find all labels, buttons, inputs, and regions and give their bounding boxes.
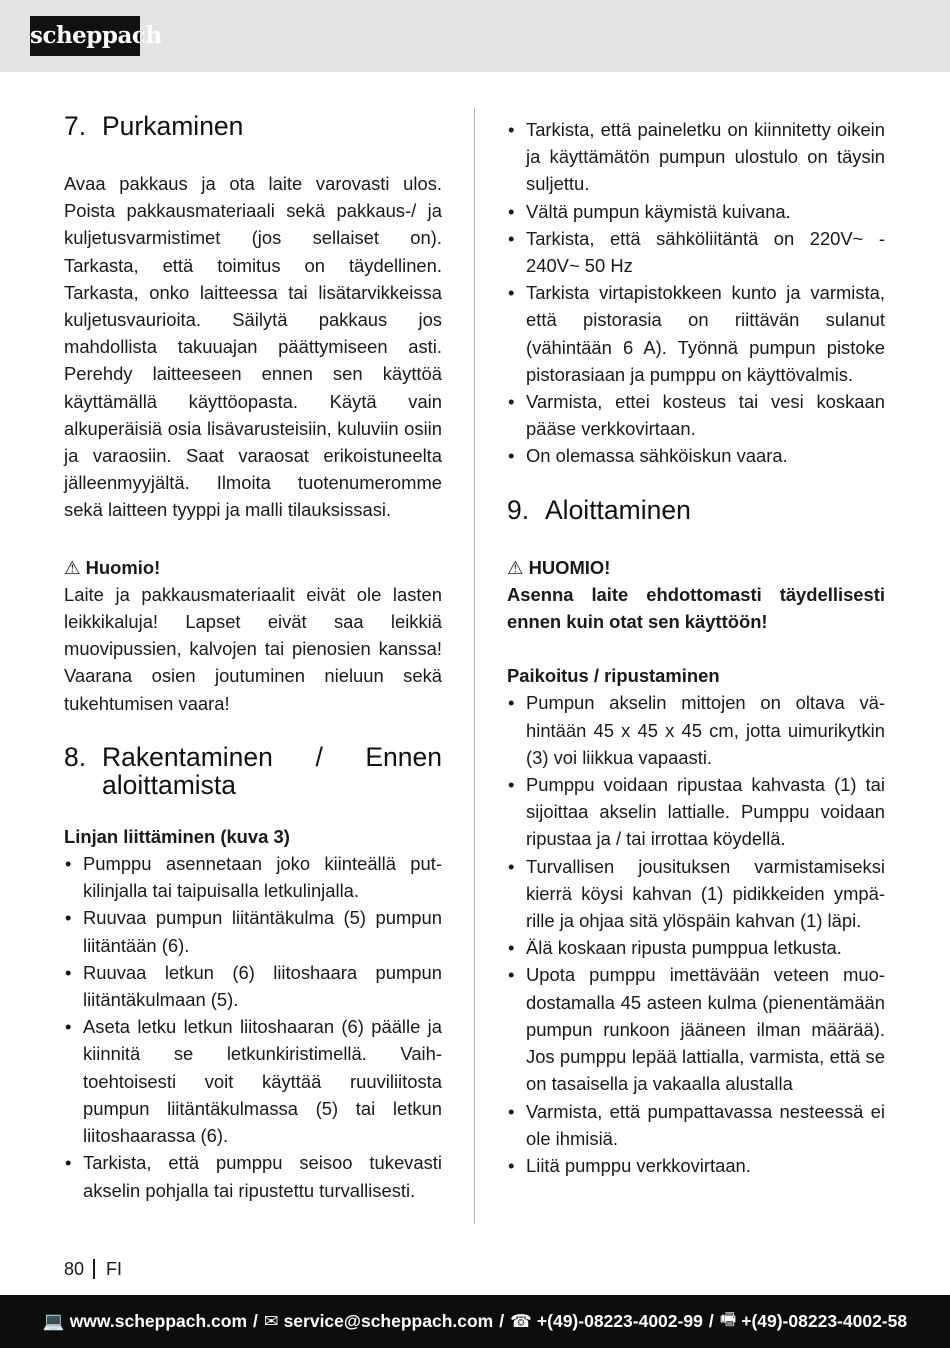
section-8-heading [64,743,442,799]
section-title: Aloittaminen [545,494,691,525]
list-item: • Tarkista, että pumppu seisoo tukevasti akselin pohjalla tai ripustettu turvallisesti. [64,1149,442,1203]
warning-body: Asenna laite ehdottomasti täydellisesti ennen kuin otat sen käyttöön! [507,583,885,633]
phone-icon: ☎ [510,1311,532,1331]
list-item: • Varmista, ettei kosteus tai vesi koskaan pääse verkkovirtaan. [507,388,885,442]
list-item: • Liitä pumppu verkkovirtaan. [507,1152,885,1179]
website-link[interactable]: www.scheppach.com [69,1311,248,1331]
warning-label: HUOMIO! [528,556,611,578]
mail-icon: ✉ [263,1311,279,1331]
section-title: Rakentaminen / Ennen aloittamista [102,741,442,800]
list-item: • Pumppu voidaan ripustaa kahvasta (1) tai sijoittaa akselin lattialle. Pumppu voidaan ripustaa ja / tai irrottaa köydellä. [507,771,885,853]
right-column [507,116,885,1179]
brand-logo: scheppach [30,16,140,56]
warning-title [507,554,885,581]
page-separator [93,1259,95,1279]
section-title: Purkaminen [102,111,244,141]
computer-icon: 💻 [42,1311,65,1331]
list-item: • Upota pumppu imettävään veteen muodostamalla 45 asteen kulma (pienentämään pumpun runkoon jääneen ilman määrää). Jos pumppu lepää lattialla, varmista, että se on tasaisella ja vakaalla alustalla [507,961,885,1097]
section-9-heading [507,496,885,524]
section-number: 8. [64,741,87,772]
list-item: • Tarkista virtapistokkeen kunto ja varmista, että pistorasia on riittävän sulanut (vähintään 6 A). Työnnä pumpun pistoke pistorasiaan ja pumppu on käyttövalmis. [507,279,885,388]
footer-separator: / [499,1311,505,1331]
list-item: • Ruuvaa letkun (6) liitoshaara pumpun liitäntäkulmaan (5). [64,959,442,1013]
fax-icon: 🖷 [719,1308,737,1329]
page-number [64,1256,122,1282]
warning-icon: ⚠ [64,556,81,578]
email-link[interactable]: service@scheppach.com [283,1311,494,1331]
warning-label: Huomio! [85,556,161,578]
section-9-list [507,689,885,1179]
subheading: Paikoitus / ripustaminen [507,665,720,687]
warning-title [64,554,442,581]
section-8-list [64,850,442,1204]
section-number: 7. [64,111,87,141]
footer-separator: / [253,1311,258,1331]
warning-body: Laite ja pakkausmateriaalit eivät ole lasten leikkikaluja! Lapset eivät saa leikkiä muovipussien, kalvojen tai pienosien kanssa! Vaarana osien joutuminen nieluun sekä tukehtumisen vaara! [64,583,442,714]
list-item: • Vältä pumpun käymistä kuivana. [507,198,885,225]
list-item: • Ruuvaa pumpun liitäntäkulma (5) pumpun liitäntään (6). [64,904,442,958]
page-language: FI [106,1259,123,1279]
header-bar [0,0,950,72]
list-item: • Pumppu asennetaan joko kiinteällä putkilinjalla tai taipuisalla letkulinjalla. [64,850,442,904]
list-item: • Varmista, että pumpattavassa nesteessä ei ole ihmisiä. [507,1098,885,1152]
left-column [64,112,442,1204]
fax-number: +(49)-08223-4002-58 [741,1311,908,1331]
checklist [507,116,885,470]
warning-icon: ⚠ [507,556,524,578]
section-7-body: Avaa pakkaus ja ota laite varovasti ulos. Poista pakkausmateriaali sekä pakkaus-/ ja kuljetusvarmistimet (jos sellaiset on). Tarkasta, että toimitus on täydellinen. Tarkasta, onko laitteessa tai lisätarvikkeissa kuljetusvaurioita. Säilytä pakkaus jos mahdollista takuuajan päättymiseen asti. Perehdy laitteeseen ennen sen käyttöä käyttämällä käyttöopasta. Käytä vain alkuperäisiä osia lisävarusteisiin, kuluviin osiin ja varaosiin. Saat varaosat erikoistuneelta jälleenmyyjältä. Ilmoita tuotenumeromme sekä laitteen tyyppi ja malli tilauksissasi. [64,173,442,521]
subheading: Linjan liittäminen (kuva 3) [64,825,290,847]
column-divider [474,108,475,1224]
list-item: • Älä koskaan ripusta pumppua letkusta. [507,934,885,961]
list-item: • Aseta letku letkun liitoshaaran (6) päälle ja kiinnitä se letkunkiristimellä. Vaihtoehtoisesti voit käyttää ruuviliitosta pumpun liitäntäkulmassa (5) tai letkun liitoshaarassa (6). [64,1013,442,1149]
list-item: • Pumpun akselin mittojen on oltava vähintään 45 x 45 x 45 cm, jotta uimurikytkin (3) voi liikkua vapaasti. [507,689,885,771]
list-item: • Turvallisen jousituksen varmistamiseksi kierrä köysi kahvan (1) pidikkeiden ympärille ja ohjaa sitä ylöspäin kahvan (1) läpi. [507,853,885,935]
list-item: • On olemassa sähköiskun vaara. [507,442,885,469]
footer-separator: / [708,1311,714,1331]
page-number-value: 80 [64,1259,85,1279]
footer-bar [0,1295,950,1348]
phone-number: +(49)-08223-4002-99 [536,1311,703,1331]
section-7-heading [64,112,442,140]
section-number: 9. [507,494,530,525]
list-item: • Tarkista, että sähköliitäntä on 220V~ - 240V~ 50 Hz [507,225,885,279]
list-item: • Tarkista, että paineletku on kiinnitetty oikein ja käyttämätön pumpun ulostulo on täysin suljettu. [507,116,885,198]
